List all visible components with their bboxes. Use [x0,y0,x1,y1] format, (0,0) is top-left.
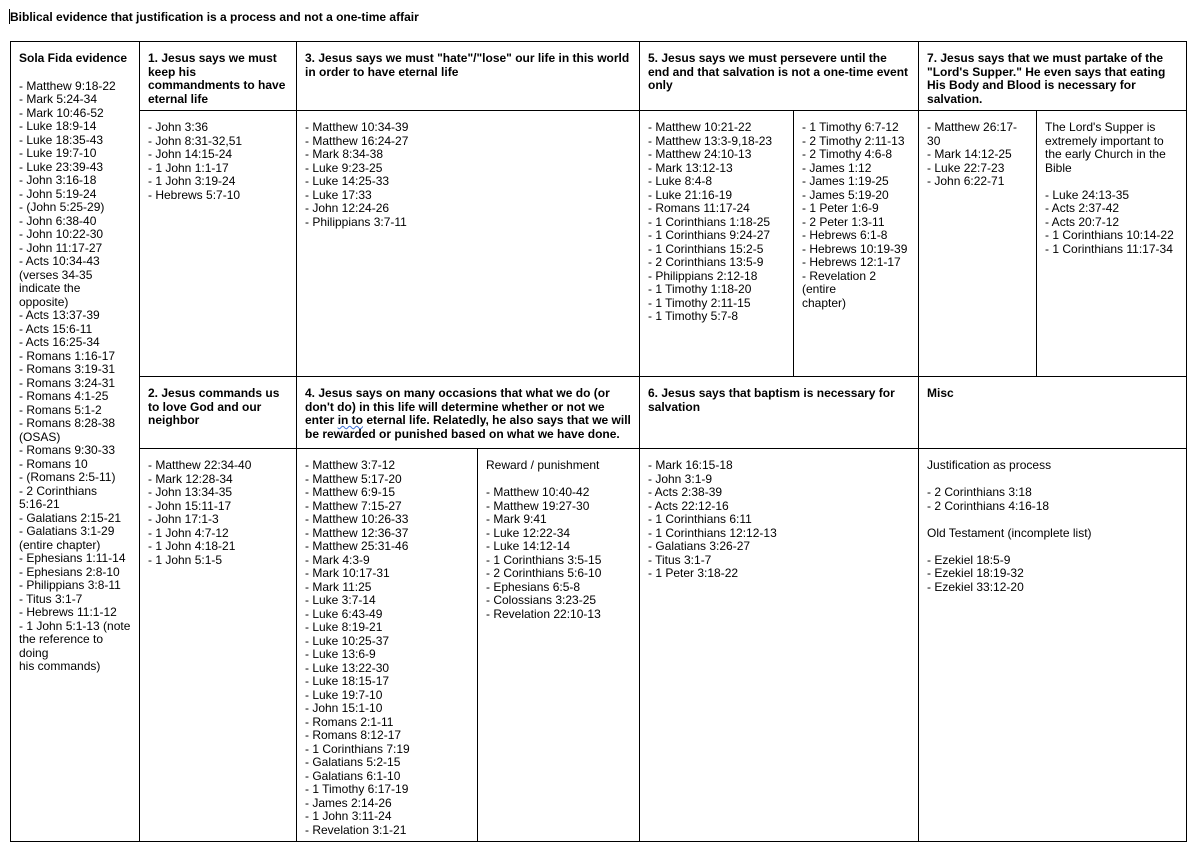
document-title: Biblical evidence that justification is a process and not a one-time affair [10,10,419,24]
sola-fida-list: - Matthew 9:18-22 - Mark 5:24-34 - Mark 10:46-52 - Luke 18:9-14 - Luke 18:35-43 - Luke 19:7-10 - Luke 23:39-43 - John 3:16-18 - John 5:19-24 - (John 5:25-29) - John 6:38-40 - John 10:22-30 - John 11:17-27 - Acts 10:34-43 (verses 34-35 indicate the opposite) - Acts 13:37-39 - Acts 15:6-11 - Acts 16:25-34 - Romans 1:16-17 - Romans 3:19-31 - Romans 3:24-31 - Romans 4:1-25 - Romans 5:1-2 - Romans 8:28-38 (OSAS) - Romans 9:30-33 - Romans 10 - (Romans 2:5-11) - 2 Corinthians 5:16-21 - Galatians 2:15-21 - Galatians 3:1-29 (entire chapter) - Ephesians 1:11-14 - Ephesians 2:8-10 - Philippians 3:8-11 - Titus 3:1-7 - Hebrews 11:1-12 - 1 John 5:1-13 (note the reference to doing his commands) [19,78,131,673]
section3-list: - Matthew 10:34-39 - Matthew 16:24-27 - Mark 8:34-38 - Luke 9:23-25 - Luke 14:25-33 - Luke 17:33 - John 12:24-26 - Philippians 3:7-11 [297,111,640,377]
section5-list-a: - Matthew 10:21-22 - Matthew 13:3-9,18-23 - Matthew 24:10-13 - Mark 13:12-13 - Luke 8:4-8 - Luke 21:16-19 - Romans 11:17-24 - 1 Corinthians 1:18-25 - 1 Corinthians 9:24-27 - 1 Corinthians 15:2-5 - 2 Corinthians 13:5-9 - Philippians 2:12-18 - 1 Timothy 1:18-20 - 1 Timothy 2:11-15 - 1 Timothy 5:7-8 [640,111,794,377]
section2-list: - Matthew 22:34-40 - Mark 12:28-34 - John 13:34-35 - John 15:11-17 - John 17:1-3 - 1 John 4:7-12 - 1 John 4:18-21 - 1 John 5:1-5 [140,449,297,842]
section6-heading: 6. Jesus says that baptism is necessary for salvation [640,377,919,449]
section4-heading-part1: 4. Jesus says on many occasions that what we do (or don't do) in this life will determine whether or not we enter [305,386,610,427]
sola-fida-heading: Sola Fida evidence [19,51,128,65]
section5-heading: 5. Jesus says we must persevere until the end and that salvation is not a one-time event only [640,42,919,111]
section5-list-b: - 1 Timothy 6:7-12 - 2 Timothy 2:11-13 - 2 Timothy 4:6-8 - James 1:12 - James 1:19-25 - James 5:19-20 - 1 Peter 1:6-9 - 2 Peter 1:3-11 - Hebrews 6:1-8 - Hebrews 10:19-39 - Hebrews 12:1-17 - Revelation 2 (entire chapter) [794,111,919,377]
section1-list: - John 3:36 - John 8:31-32,51 - John 14:15-24 - 1 John 1:1-17 - 1 John 3:19-24 - Hebrews 5:7-10 [140,111,297,377]
section7-heading: 7. Jesus says that we must partake of the "Lord's Supper." He even says that eating His Body and Blood is necessary for salvation. [919,42,1187,111]
section4-list: - Matthew 3:7-12 - Matthew 5:17-20 - Matthew 6:9-15 - Matthew 7:15-27 - Matthew 10:26-33 - Matthew 12:36-37 - Matthew 25:31-46 - Mark 4:3-9 - Mark 10:17-31 - Mark 11:25 - Luke 3:7-14 - Luke 6:43-49 - Luke 8:19-21 - Luke 10:25-37 - Luke 13:6-9 - Luke 13:22-30 - Luke 18:15-17 - Luke 19:7-10 - John 15:1-10 - Romans 2:1-11 - Romans 8:12-17 - 1 Corinthians 7:19 - Galatians 5:2-15 - Galatians 6:1-10 - 1 Timothy 6:17-19 - James 2:14-26 - 1 John 3:11-24 - Revelation 3:1-21 [297,449,478,842]
section6-list: - Mark 16:15-18 - John 3:1-9 - Acts 2:38-39 - Acts 22:12-16 - 1 Corinthians 6:11 - 1 Corinthians 12:12-13 - Galatians 3:26-27 - Titus 3:1-7 - 1 Peter 3:18-22 [640,449,919,842]
spellcheck-flag[interactable]: in to [337,413,364,427]
misc-heading: Misc [919,377,1187,449]
section4-reward-list: Reward / punishment - Matthew 10:40-42 - Matthew 19:27-30 - Mark 9:41 - Luke 12:22-34 - Luke 14:12-14 - 1 Corinthians 3:5-15 - 2 Corinthians 5:6-10 - Ephesians 6:5-8 - Colossians 3:23-25 - Revelation 22:10-13 [478,449,640,842]
misc-list: Justification as process - 2 Corinthians 3:18 - 2 Corinthians 4:16-18 Old Testament (incomplete list) - Ezekiel 18:5-9 - Ezekiel 18:19-32 - Ezekiel 33:12-20 [919,449,1187,842]
section2-heading: 2. Jesus commands us to love God and our neighbor [140,377,297,449]
section4-heading-part2: eternal life. Relatedly, he also says that we will be rewarded or punished based on what we have done. [305,413,631,441]
evidence-table [10,41,1187,842]
section4-heading [297,377,640,449]
section3-heading: 3. Jesus says we must "hate"/"lose" our life in this world in order to have eternal life [297,42,640,111]
section1-heading: 1. Jesus says we must keep his commandments to have eternal life [140,42,297,111]
sola-fida-cell [11,42,140,842]
section7-list-b: The Lord's Supper is extremely important to the early Church in the Bible - Luke 24:13-35 - Acts 2:37-42 - Acts 20:7-12 - 1 Corinthians 10:14-22 - 1 Corinthians 11:17-34 [1037,111,1187,377]
section7-list-a: - Matthew 26:17-30 - Mark 14:12-25 - Luke 22:7-23 - John 6:22-71 [919,111,1037,377]
